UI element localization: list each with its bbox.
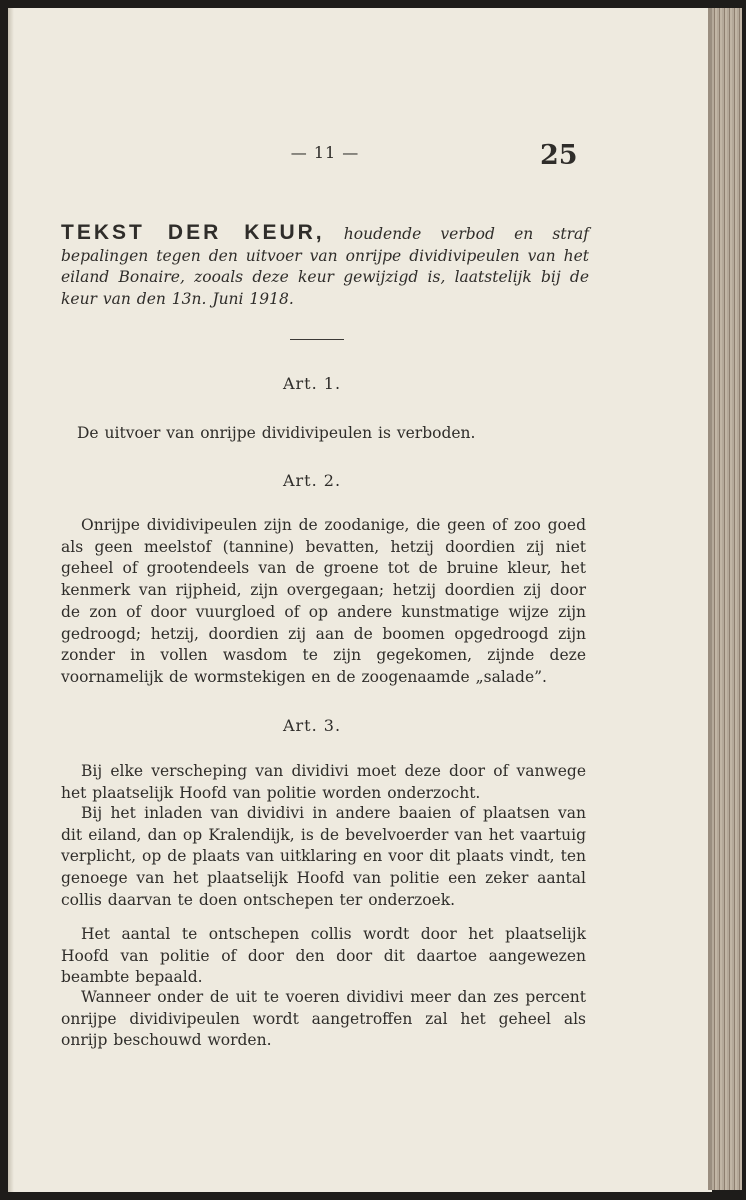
article-3-paragraph-1: Bij elke verscheping van dividivi moet deze door of vanwege het plaatselijk Hoofd van politie worden onderzocht. <box>61 762 586 802</box>
article-3-heading: Art. 3. <box>282 716 342 735</box>
document-title <box>61 222 589 311</box>
book-page-edges <box>712 8 742 1190</box>
title-subtitle: houdende verbod en straf bepalingen tegen den uitvoer van onrijpe dividivipeulen van het eiland Bonaire, zooals deze keur gewijzigd is, laatstelijk bij de keur van den 13n. Juni 1918. <box>61 225 589 309</box>
page-marker: — 11 — <box>290 143 360 162</box>
article-1-paragraph: De uitvoer van onrijpe dividivipeulen is verboden. <box>77 424 476 442</box>
title-heading: TEKST DER KEUR, <box>61 221 325 244</box>
article-3-paragraph-4: Wanneer onder de uit te voeren dividivi meer dan zes percent onrijpe dividivipeulen wordt aangetroffen zal het geheel als onrijp beschouwd worden. <box>61 988 586 1050</box>
article-2-paragraph: Onrijpe dividivipeulen zijn de zoodanige, die geen of zoo goed als geen meelstof (tannine) bevatten, hetzij doordien zij niet geheel of grootendeels van de groene tot de bruine kleur, het kenmerk van rijpheid, zijn overgegaan; hetzij doordien zij door de zon of door vuurgloed of op andere kunstmatige wijze zijn gedroogd; hetzij, doordien zij aan de boomen opgedroogd zijn zonder in vollen wasdom te zijn gegekomen, zijnde deze voornamelijk de wormstekigen en de zoogenaamde „salade”. <box>61 516 586 686</box>
page-number: 25 <box>540 140 578 171</box>
article-2-heading: Art. 2. <box>282 471 342 490</box>
article-3-paragraph-3: Het aantal te ontschepen collis wordt door het plaatselijk Hoofd van politie of door den door dit daartoe aangewezen beambte bepaald. <box>61 925 586 987</box>
article-1-heading: Art. 1. <box>282 374 342 393</box>
article-3-paragraph-2: Bij het inladen van dividivi in andere baaien of plaatsen van dit eiland, dan op Kralendijk, is de bevelvoerder van het vaartuig verplicht, op de plaats van uitklaring en voor dit plaats vindt, ten genoege van het plaatselijk Hoofd van politie een zeker aantal collis daarvan te doen ontschepen ter onderzoek. <box>61 804 586 909</box>
title-divider <box>290 339 344 340</box>
